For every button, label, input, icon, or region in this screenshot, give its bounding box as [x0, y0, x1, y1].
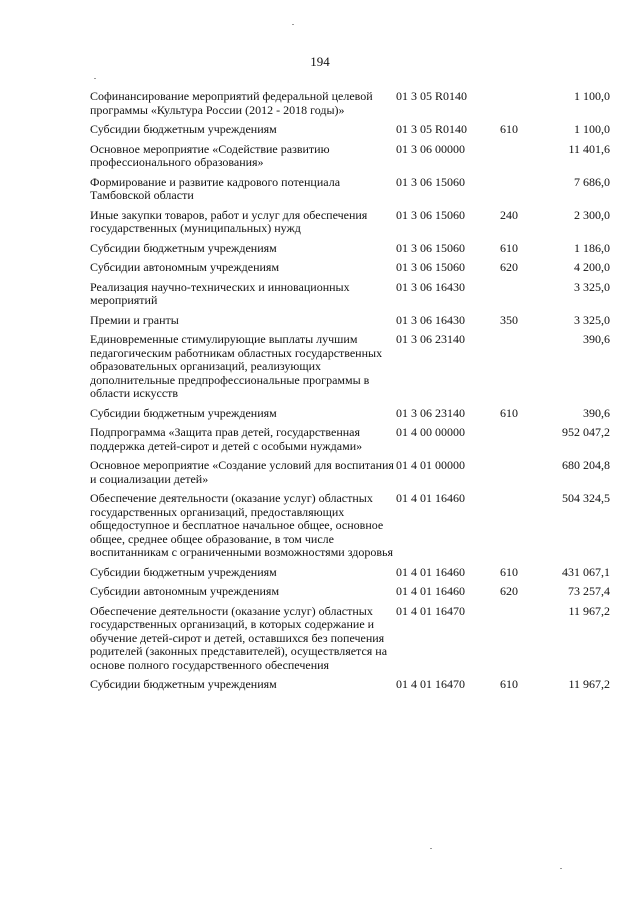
scan-speck — [430, 848, 432, 849]
scan-speck — [292, 24, 294, 25]
row-name: Субсидии бюджетным учреждениям — [90, 240, 277, 255]
row-sum: 11 401,6 — [568, 141, 610, 156]
row-name: Обеспечение деятельности (оказание услуг) областных государственных организаций, предоставляющих общедоступное и бесплатное начальное общее, основное общее, среднее общее образование, в том числе воспитанникам с ограниченными возможностями здоровья — [90, 491, 393, 559]
table-row — [90, 209, 610, 236]
row-code: 01 3 06 00000 — [396, 141, 465, 156]
row-sum: 73 257,4 — [568, 584, 610, 598]
row-expense-type: 610 — [500, 122, 518, 136]
row-expense-type: 610 — [500, 240, 518, 255]
table-row — [90, 605, 610, 673]
table-row — [90, 459, 610, 486]
row-code: 01 3 05 R0140 — [396, 89, 468, 103]
row-sum: 431 067,1 — [562, 564, 610, 579]
row-sum: 11 967,2 — [568, 677, 610, 691]
row-code: 01 4 01 16460 — [396, 584, 465, 598]
row-expense-type — [500, 605, 536, 673]
scan-speck — [560, 868, 562, 869]
table-row — [90, 566, 610, 580]
row-code: 01 3 05 R0140 — [396, 122, 468, 136]
row-name: Единовременные стимулирующие выплаты лучшим педагогическим работникам областных государственных образовательных организаций, реализующих дополнительные предпрофессиональные программы в области искусств — [90, 332, 383, 400]
row-expense-type — [500, 459, 536, 486]
row-expense-type: 610 — [500, 564, 518, 579]
table-row — [90, 261, 610, 275]
row-sum: 3 325,0 — [574, 279, 610, 294]
row-name: Софинансирование мероприятий федеральной целевой программы «Культура России (2012 - 2018 годы)» — [90, 89, 373, 117]
row-name: Основное мероприятие «Содействие развитию профессионального образования» — [90, 141, 330, 169]
row-expense-type: 240 — [500, 207, 518, 222]
row-expense-type: 350 — [500, 312, 518, 327]
row-expense-type — [500, 426, 536, 453]
row-name: Субсидии бюджетным учреждениям — [90, 564, 277, 579]
row-sum: 952 047,2 — [562, 425, 610, 439]
row-expense-type — [500, 333, 536, 401]
table-row — [90, 176, 610, 203]
row-sum: 390,6 — [583, 405, 610, 420]
row-code: 01 3 06 23140 — [396, 332, 465, 346]
row-expense-type: 620 — [500, 260, 518, 274]
row-code: 01 4 01 00000 — [396, 458, 465, 472]
row-sum: 7 686,0 — [574, 174, 610, 189]
row-name: Подпрограмма «Защита прав детей, государственная поддержка детей-сирот и детей с особыми нуждами» — [90, 425, 363, 453]
row-name: Субсидии бюджетным учреждениям — [90, 405, 277, 420]
row-name: Реализация научно-технических и инновационных мероприятий — [90, 279, 350, 307]
table-row — [90, 314, 610, 328]
row-name: Субсидии бюджетным учреждениям — [90, 122, 277, 136]
row-name: Основное мероприятие «Создание условий для воспитания и социализации детей» — [90, 458, 394, 486]
row-code: 01 3 06 15060 — [396, 207, 465, 222]
row-code: 01 3 06 16430 — [396, 312, 465, 327]
row-expense-type: 610 — [500, 405, 518, 420]
row-expense-type — [500, 492, 536, 560]
row-code: 01 3 06 23140 — [396, 405, 465, 420]
row-sum: 1 186,0 — [574, 240, 610, 255]
table-row — [90, 426, 610, 453]
row-sum: 390,6 — [583, 332, 610, 346]
row-name: Премии и гранты — [90, 312, 179, 327]
table-row — [90, 678, 610, 692]
scan-speck — [94, 78, 96, 79]
row-name: Обеспечение деятельности (оказание услуг) областных государственных организаций, в которых содержание и обучение детей-сирот и детей, оставшихся без попечения родителей (законных представителей), осуществляется на основе полного государственного обеспечения — [90, 603, 388, 672]
row-code: 01 4 01 16470 — [396, 603, 465, 618]
table-row — [90, 90, 610, 117]
row-sum: 504 324,5 — [562, 491, 610, 505]
row-sum: 2 300,0 — [574, 207, 610, 222]
row-sum: 1 100,0 — [574, 89, 610, 103]
row-sum: 680 204,8 — [562, 458, 610, 472]
table-row — [90, 123, 610, 137]
row-code: 01 3 06 16430 — [396, 279, 465, 294]
row-expense-type: 610 — [500, 677, 518, 691]
table-row — [90, 492, 610, 560]
row-code: 01 4 00 00000 — [396, 425, 465, 439]
table-row — [90, 242, 610, 256]
row-code: 01 3 06 15060 — [396, 174, 465, 189]
table-row — [90, 407, 610, 421]
row-expense-type — [500, 143, 536, 170]
table-row — [90, 333, 610, 401]
row-expense-type — [500, 176, 536, 203]
row-name: Субсидии автономным учреждениям — [90, 260, 280, 274]
row-name: Субсидии бюджетным учреждениям — [90, 677, 277, 691]
row-name: Формирование и развитие кадрового потенциала Тамбовской области — [90, 174, 341, 202]
row-sum: 3 325,0 — [574, 312, 610, 327]
table-row — [90, 143, 610, 170]
row-expense-type — [500, 90, 536, 117]
row-code: 01 4 01 16460 — [396, 491, 465, 505]
row-sum: 4 200,0 — [574, 260, 610, 274]
table-row — [90, 281, 610, 308]
table-row — [90, 585, 610, 599]
row-code: 01 4 01 16470 — [396, 677, 465, 691]
row-expense-type — [500, 281, 536, 308]
row-expense-type: 620 — [500, 584, 518, 598]
row-code: 01 3 06 15060 — [396, 240, 465, 255]
row-code: 01 3 06 15060 — [396, 260, 465, 274]
page-number: 194 — [310, 54, 330, 69]
budget-table — [90, 90, 610, 698]
row-sum: 1 100,0 — [574, 122, 610, 136]
row-sum: 11 967,2 — [568, 603, 610, 618]
row-name: Иные закупки товаров, работ и услуг для обеспечения государственных (муниципальных) нужд — [90, 207, 368, 235]
row-code: 01 4 01 16460 — [396, 564, 465, 579]
row-name: Субсидии автономным учреждениям — [90, 584, 280, 598]
